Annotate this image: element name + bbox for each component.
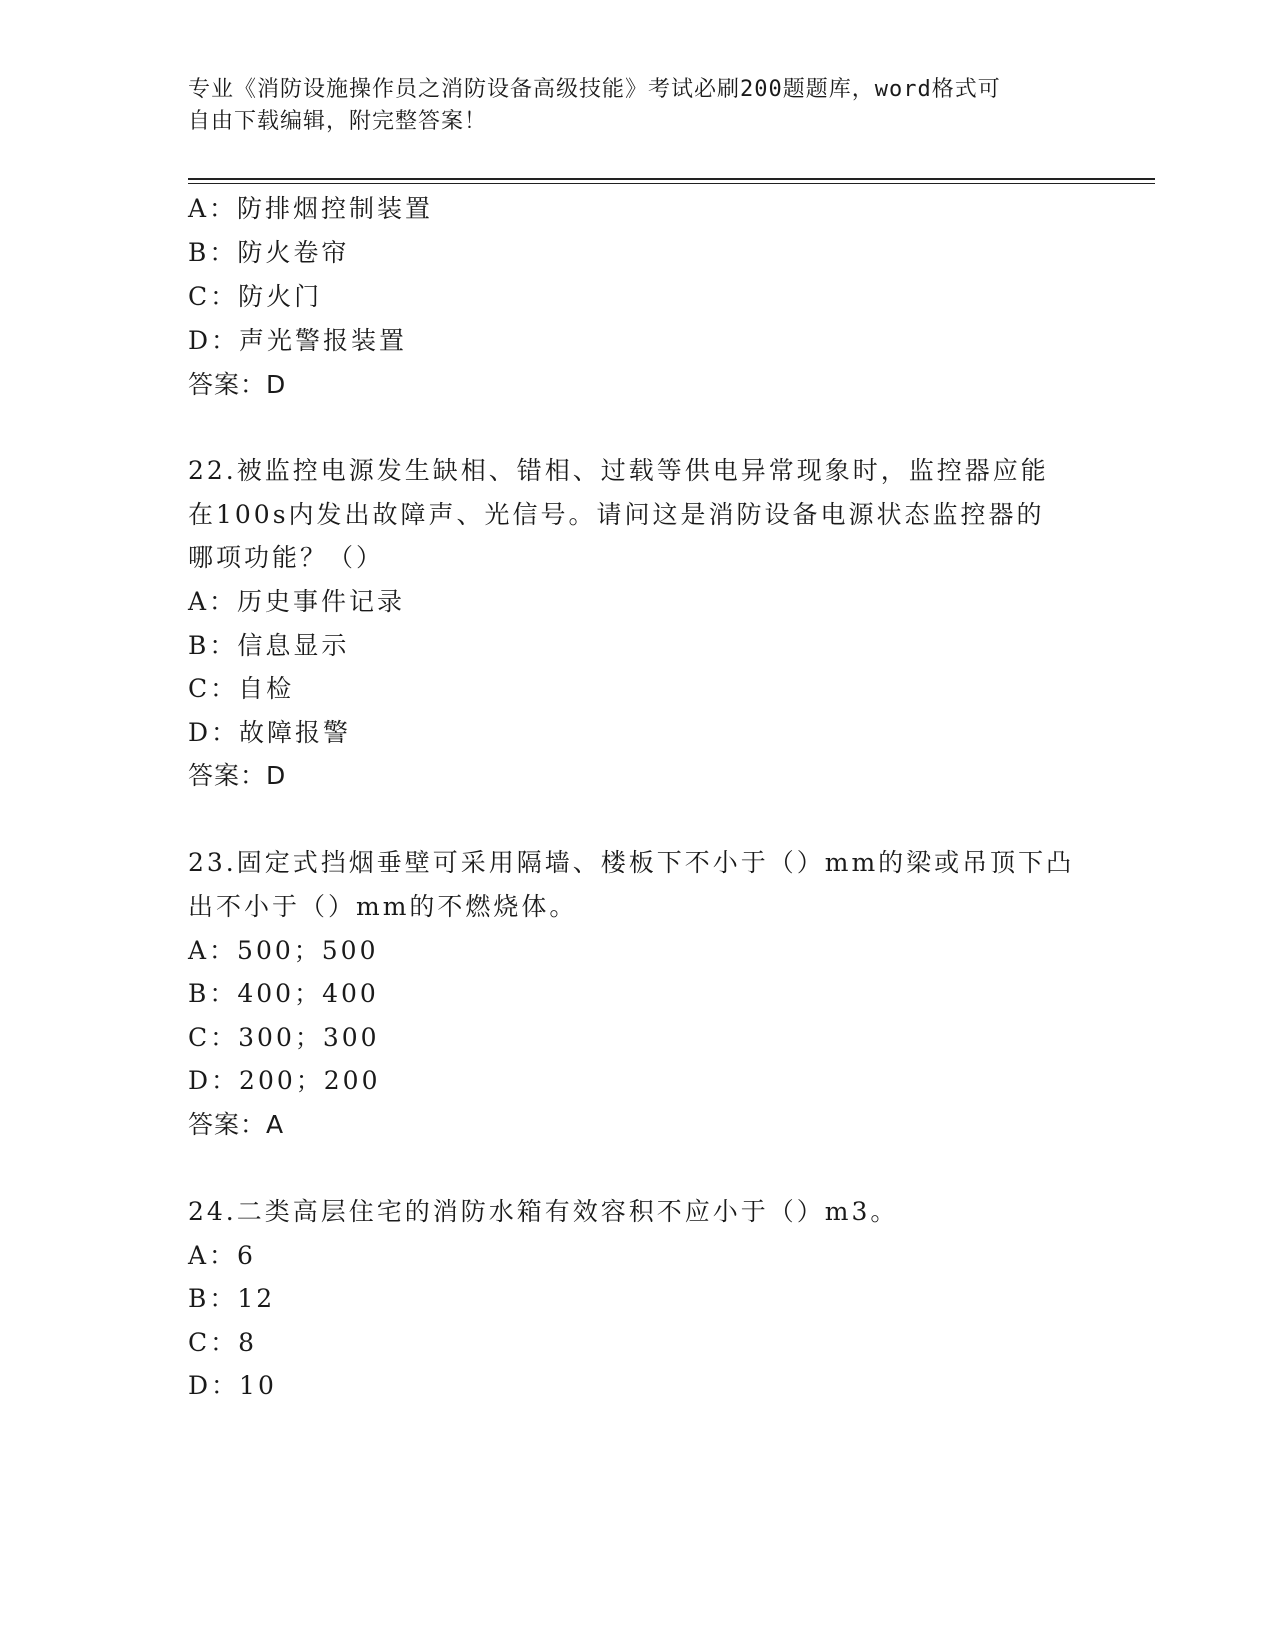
q24-stem-line-1: 24.二类高层住宅的消防水箱有效容积不应小于（）m3。	[188, 1197, 899, 1226]
q22-option-c: C：自检	[188, 674, 295, 703]
q23-stem-line-2: 出不小于（）mm的不燃烧体。	[188, 892, 578, 921]
q22-stem-line-2: 在100s内发出故障声、光信号。请问这是消防设备电源状态监控器的	[188, 500, 1045, 529]
q21-option-a: A：防排烟控制装置	[188, 194, 434, 223]
q21-answer: 答案：D	[188, 370, 287, 399]
q23-option-a: A：500；500	[188, 936, 379, 965]
q23-option-c: C：300；300	[188, 1023, 380, 1052]
header-divider-thick	[188, 178, 1155, 180]
q22-option-d: D：故障报警	[188, 718, 352, 747]
q21-option-d: D：声光警报装置	[188, 326, 408, 355]
q24-option-a: A：6	[188, 1241, 256, 1270]
q22-option-b: B：信息显示	[188, 631, 350, 660]
q24-option-c: C：8	[188, 1328, 258, 1357]
q22-stem-line-3: 哪项功能？（）	[188, 543, 385, 572]
q23-answer: 答案：A	[188, 1110, 285, 1139]
q22-stem-line-1: 22.被监控电源发生缺相、错相、过载等供电异常现象时，监控器应能	[188, 456, 1049, 485]
q24-option-d: D：10	[188, 1371, 277, 1400]
q24-option-b: B：12	[188, 1284, 276, 1313]
q23-option-b: B：400；400	[188, 979, 379, 1008]
header-line-2: 自由下载编辑，附完整答案！	[188, 109, 488, 134]
q22-option-a: A：历史事件记录	[188, 587, 406, 616]
q23-stem-line-1: 23.固定式挡烟垂壁可采用隔墙、楼板下不小于（）mm的梁或吊顶下凸	[188, 848, 1075, 877]
q21-option-c: C：防火门	[188, 282, 323, 311]
header-line-1: 专业《消防设施操作员之消防设备高级技能》考试必刷200题题库，word格式可	[188, 77, 1001, 102]
document-header	[188, 74, 1068, 138]
q23-option-d: D：200；200	[188, 1066, 381, 1095]
q22-answer: 答案：D	[188, 761, 287, 790]
q21-option-b: B：防火卷帘	[188, 238, 350, 267]
header-divider-thin	[188, 183, 1155, 184]
